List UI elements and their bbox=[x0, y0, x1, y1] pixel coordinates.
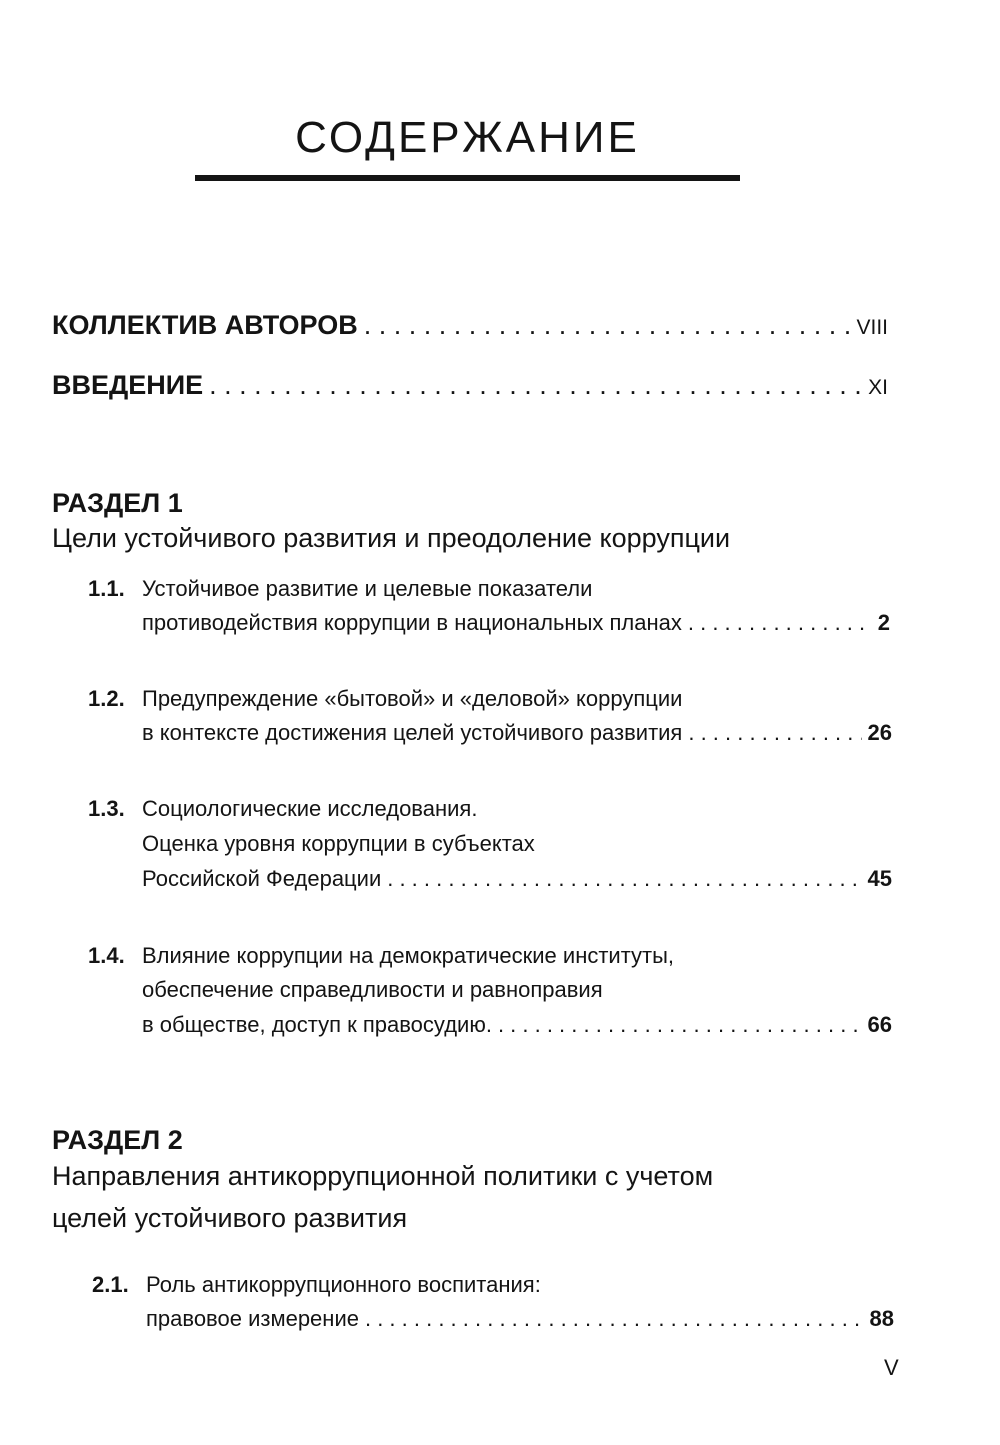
subsection-page: 66 bbox=[867, 1012, 892, 1037]
subsection-number: 1.2. bbox=[88, 686, 125, 711]
section-heading: РАЗДЕЛ 2 bbox=[52, 1125, 183, 1155]
dot-leader bbox=[688, 610, 872, 636]
subsection-last-line[interactable] bbox=[142, 610, 890, 636]
section-heading: РАЗДЕЛ 1 bbox=[52, 488, 183, 518]
subsection-number: 2.1. bbox=[92, 1272, 129, 1297]
toc-entry-introduction[interactable] bbox=[52, 370, 888, 401]
toc-entry-authors[interactable] bbox=[52, 310, 888, 341]
subsection-last-line[interactable] bbox=[142, 1012, 892, 1038]
subsection-line: в контексте достижения целей устойчивого развития bbox=[142, 720, 683, 745]
subsection-page: 45 bbox=[867, 866, 892, 891]
dot-leader bbox=[364, 310, 851, 341]
subsection-line: противодействия коррупции в национальных планах bbox=[142, 610, 682, 635]
subsection-line: Российской Федерации bbox=[142, 866, 382, 891]
section-title bbox=[52, 517, 852, 559]
subsection-number: 1.4. bbox=[88, 943, 125, 968]
subsection-page: 2 bbox=[877, 610, 890, 635]
section-title-line: Цели устойчивого развития и преодоление коррупции bbox=[52, 523, 731, 553]
dot-leader bbox=[498, 1012, 862, 1038]
subsection-last-line[interactable] bbox=[146, 1306, 894, 1332]
subsection-line: правовое измерение bbox=[146, 1306, 359, 1331]
title-underline bbox=[195, 175, 740, 181]
subsection-line[interactable]: Роль антикоррупционного воспитания: bbox=[146, 1272, 541, 1297]
subsection-line[interactable]: обеспечение справедливости и равноправия bbox=[142, 977, 603, 1002]
subsection-page: 26 bbox=[867, 720, 892, 745]
subsection-number: 1.3. bbox=[88, 796, 125, 821]
toc-entry-page: VIII bbox=[856, 316, 888, 339]
subsection-line: в обществе, доступ к правосудию. bbox=[142, 1012, 492, 1037]
page-title: СОДЕРЖАНИЕ bbox=[295, 113, 640, 162]
subsection-last-line[interactable] bbox=[142, 866, 892, 892]
subsection-last-line[interactable] bbox=[142, 720, 892, 746]
subsection-line[interactable]: Социологические исследования. bbox=[142, 796, 478, 821]
dot-leader bbox=[209, 370, 862, 401]
section-title-line: целей устойчивого развития bbox=[52, 1203, 408, 1233]
toc-entry-label: ВВЕДЕНИЕ bbox=[52, 370, 204, 400]
subsection-number: 1.1. bbox=[88, 576, 125, 601]
dot-leader bbox=[365, 1306, 864, 1332]
subsection-line[interactable]: Предупреждение «бытовой» и «деловой» коррупции bbox=[142, 686, 683, 711]
subsection-line[interactable]: Устойчивое развитие и целевые показатели bbox=[142, 576, 593, 601]
section-title-line: Направления антикоррупционной политики с учетом bbox=[52, 1161, 714, 1191]
section-title bbox=[52, 1155, 852, 1239]
subsection-line[interactable]: Оценка уровня коррупции в субъектах bbox=[142, 831, 535, 856]
page-number: V bbox=[884, 1355, 899, 1380]
subsection-page: 88 bbox=[869, 1306, 894, 1331]
dot-leader bbox=[688, 720, 861, 746]
toc-entry-label: КОЛЛЕКТИВ АВТОРОВ bbox=[52, 310, 358, 340]
dot-leader bbox=[387, 866, 861, 892]
toc-entry-page: XI bbox=[868, 376, 888, 399]
subsection-line[interactable]: Влияние коррупции на демократические институты, bbox=[142, 943, 675, 968]
